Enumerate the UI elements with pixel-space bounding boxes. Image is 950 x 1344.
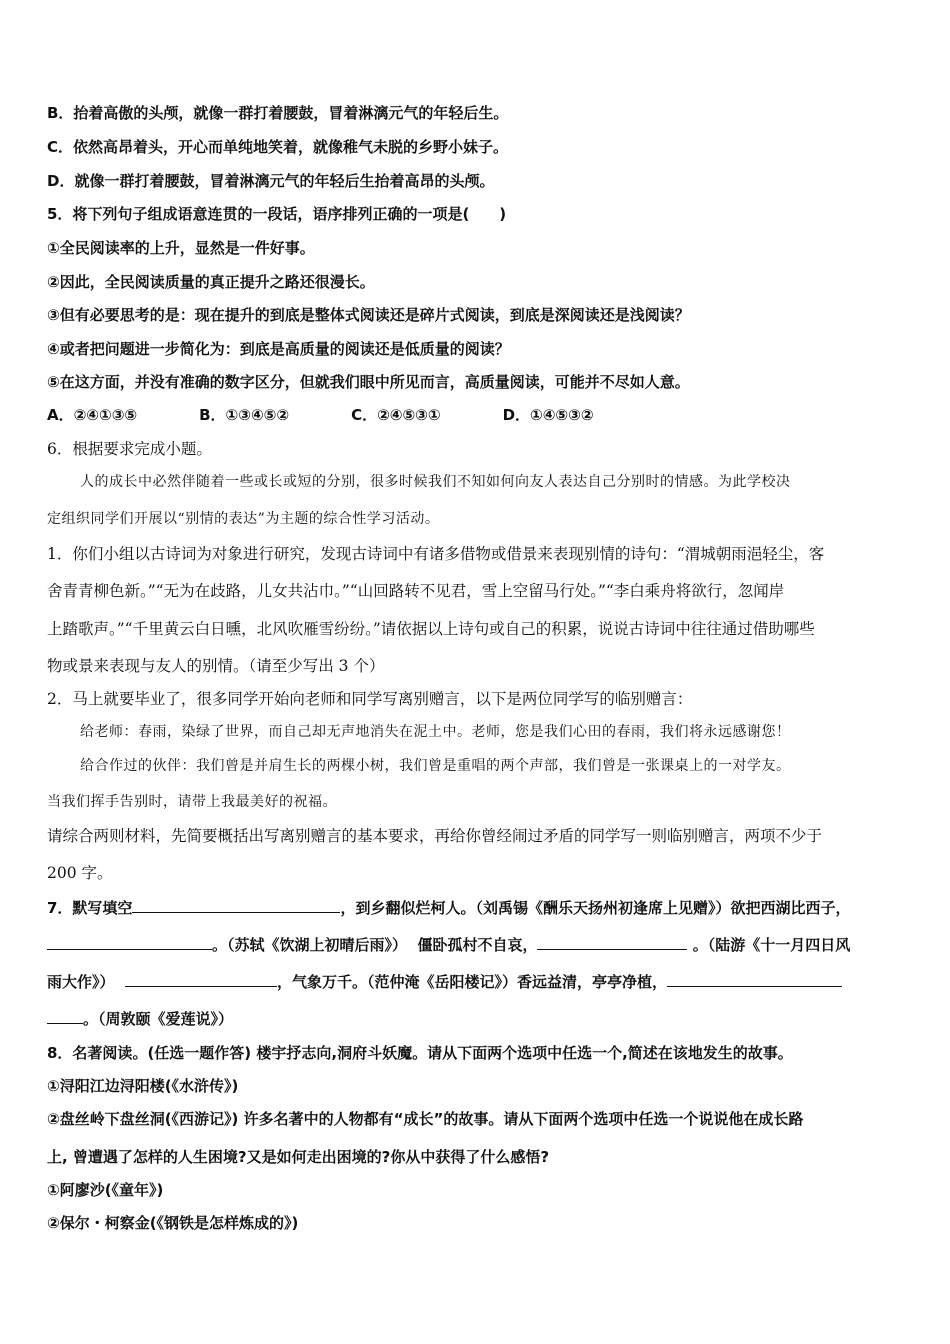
q5-option-c: C．②④⑤③①	[351, 406, 441, 424]
q5-sentence-1: ①全民阅读率的上升，显然是一件好事。	[47, 239, 315, 257]
q5-sentence-5: ⑤在这方面，并没有准确的数字区分，但就我们眼中所见而言，高质量阅读，可能并不尽如人意。	[47, 373, 690, 391]
q5-options	[47, 404, 910, 426]
q8-option-1: ①浔阳江边浔阳楼(《水浒传》)	[47, 1077, 239, 1095]
q7-line4	[47, 1007, 910, 1030]
q7-blank-6[interactable]	[47, 1007, 83, 1024]
q5-option-b: B．①③④⑤②	[199, 406, 290, 424]
q7-blank-1[interactable]	[132, 896, 340, 913]
q8-option-2-cont: 上, 曾遭遇了怎样的人生困境?又是如何走出困境的?你从中获得了什么感悟?	[47, 1148, 550, 1166]
q4-option-d: D．就像一群打着腰鼓，冒着淋漓元气的年轻后生抬着高昂的头颅。	[47, 172, 495, 190]
q5-option-a: A．②④①③⑤	[47, 406, 138, 424]
q8-option-2: ②盘丝岭下盘丝洞(《西游记》) 许多名著中的人物都有“成长”的故事。请从下面两个选项中任选一个说说他在成长路	[47, 1110, 804, 1128]
q6-part1-line3: 上踏歌声。”“千里黄云白日曛，北风吹雁雪纷纷。”请依据以上诗句或自己的积累，说说古诗词中往往通过借助哪些	[47, 620, 815, 638]
q6-part2-line1: 2．马上就要毕业了，很多同学开始向老师和同学写离别赠言，以下是两位同学写的临别赠言：	[47, 690, 693, 708]
q6-stem: 6．根据要求完成小题。	[47, 440, 212, 458]
q7-line3	[47, 970, 910, 993]
q7-text-2: ，到乡翻似烂柯人。（刘禹锡《酬乐天扬州初逢席上见赠》）欲把西湖比西子，	[340, 899, 851, 917]
q7-blank-2[interactable]	[47, 933, 212, 950]
q6-part2-task-cont: 200 字。	[47, 864, 113, 882]
q5-sentence-2: ②因此，全民阅读质量的真正提升之路还很漫长。	[47, 273, 375, 291]
q7-text-4: 僵卧孤村不自哀，	[417, 936, 538, 954]
q7-label: 7．默写填空	[47, 899, 133, 917]
q6-part2-partner: 给合作过的伙伴：我们曾是并肩生长的两棵小树，我们曾是重唱的两个声部，我们曾是一张课桌上的一对学友。	[80, 758, 791, 774]
q7-blank-5[interactable]	[667, 970, 842, 987]
q6-part1-line1: 1．你们小组以古诗词为对象进行研究，发现古诗词中有诸多借物或借景来表现别情的诗句：“渭城朝雨浥轻尘，客	[47, 545, 825, 563]
q5-stem: 5．将下列句子组成语意连贯的一段话，语序排列正确的一项是( )	[47, 205, 507, 223]
q7-text-7: ，气象万千。（范仲淹《岳阳楼记》）香远益清，亭亭净植，	[276, 973, 667, 991]
q6-part2-partner-cont: 当我们挥手告别时，请带上我最美好的祝福。	[47, 794, 337, 810]
q6-intro-1: 人的成长中必然伴随着一些或长或短的分别，很多时候我们不知如何向友人表达自己分别时的情感。为此学校决	[80, 474, 791, 490]
q6-part2-task: 请综合两则材料，先简要概括出写离别赠言的基本要求，再给你曾经闹过矛盾的同学写一则临别赠言，两项不少于	[47, 827, 823, 845]
q4-option-c: C．依然高昂着头，开心而单纯地笑着，就像稚气未脱的乡野小妹子。	[47, 138, 509, 156]
q5-sentence-3: ③但有必要思考的是：现在提升的到底是整体式阅读还是碎片式阅读，到底是深阅读还是浅阅读？	[47, 306, 690, 324]
q7-line1	[47, 896, 910, 919]
q6-part1-line4: 物或景来表现与友人的别情。（请至少写出 3 个）	[47, 657, 385, 675]
q6-intro-2: 定组织同学们开展以“别情的表达”为主题的综合性学习活动。	[47, 511, 440, 527]
q7-text-6: 雨大作》）	[47, 973, 115, 991]
q6-part2-teacher: 给老师：春雨，染绿了世界，而自己却无声地消失在泥土中。老师，您是我们心田的春雨，我们将永远感谢您！	[80, 724, 791, 740]
q6-part1-line2: 舍青青柳色新。”“无为在歧路，儿女共沾巾。”“山回路转不见君，雪上空留马行处。”“李白乘舟将欲行，忽闻岸	[47, 582, 785, 600]
q4-option-b: B．抬着高傲的头颅，就像一群打着腰鼓，冒着淋漓元气的年轻后生。	[47, 104, 509, 122]
q5-sentence-4: ④或者把问题进一步简化为：到底是高质量的阅读还是低质量的阅读？	[47, 340, 510, 358]
q7-text-8: 。（周敦颐《爱莲说》）	[83, 1010, 234, 1028]
q8-option-4: ②保尔・柯察金(《钢铁是怎样炼成的》)	[47, 1214, 299, 1232]
q7-line2	[47, 933, 910, 956]
q7-text-5: 。（陆游《十一月四日风	[692, 936, 851, 954]
q8-option-3: ①阿廖沙(《童年》)	[47, 1181, 164, 1199]
q7-text-3: 。（苏轼《饮湖上初晴后雨》）	[212, 936, 408, 954]
q8-stem: 8．名著阅读。(任选一题作答) 楼宇抒志向,洞府斗妖魔。请从下面两个选项中任选一个,简述在该地发生的故事。	[47, 1044, 793, 1062]
q5-option-d: D．①④⑤③②	[502, 406, 594, 424]
q7-blank-4[interactable]	[125, 970, 277, 987]
q7-blank-3[interactable]	[537, 933, 687, 950]
